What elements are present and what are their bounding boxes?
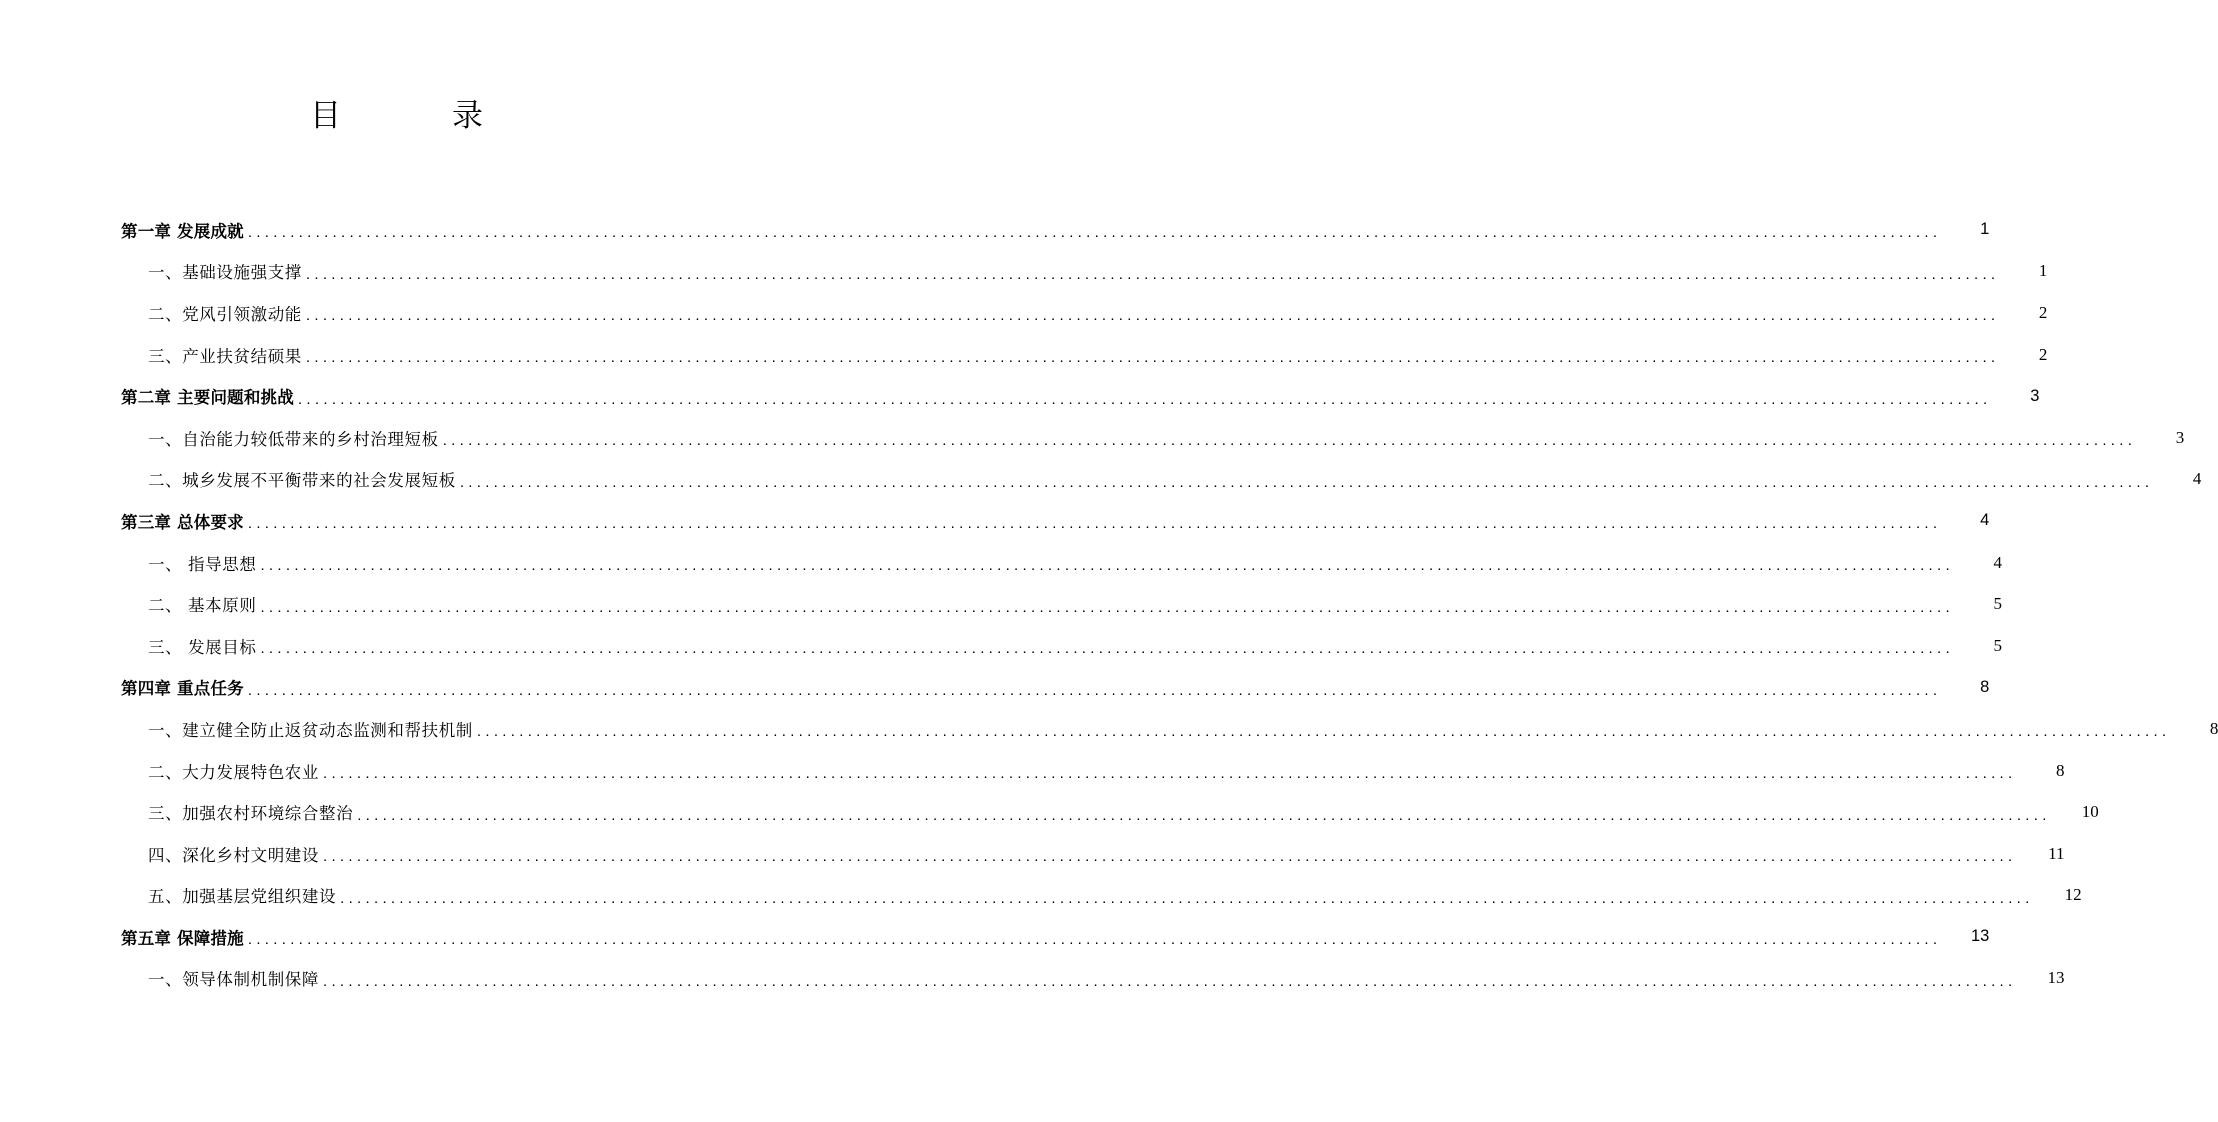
toc-entry-title: 一、 指导思想 — [148, 554, 257, 574]
toc-page-number: 11 — [2048, 843, 2065, 863]
toc-entry-title: 三、 发展目标 — [148, 637, 257, 657]
toc-chapter-entry[interactable] — [0, 667, 1990, 709]
toc-section-entry[interactable] — [0, 583, 2002, 625]
toc-page-number: 8 — [2209, 718, 2218, 738]
toc-entry-title: 二、大力发展特色农业 — [148, 762, 319, 782]
dot-leader: ........................................................................................................................................................................................................ — [476, 723, 2171, 741]
dot-leader: ........................................................................................................................................................................................................ — [305, 349, 2000, 367]
dot-leader: ........................................................................................................................................................................................................ — [442, 432, 2137, 450]
toc-section-entry[interactable] — [0, 625, 2002, 667]
toc-entry-title: 一、自治能力较低带来的乡村治理短板 — [148, 429, 439, 449]
toc-page-number: 2 — [2038, 302, 2048, 322]
toc-entry-title: 三、产业扶贫结硕果 — [148, 346, 302, 366]
toc-page-number: 13 — [1971, 927, 1990, 946]
dot-leader: ........................................................................................................................................................................................................ — [247, 224, 1942, 242]
toc-page-number: 3 — [2175, 427, 2185, 447]
toc-section-entry[interactable] — [0, 459, 2202, 501]
toc-entry-title: 一、领导体制机制保障 — [148, 970, 319, 990]
toc-section-entry[interactable] — [0, 334, 2048, 376]
dot-leader: ........................................................................................................................................................................................................ — [260, 640, 1954, 658]
dot-leader: ........................................................................................................................................................................................................ — [297, 390, 1992, 408]
toc-section-entry[interactable] — [0, 417, 2185, 459]
page-title: 目 录 — [310, 98, 523, 134]
dot-leader: ........................................................................................................................................................................................................ — [459, 473, 2154, 491]
toc-entry-title: 五、加强基层党组织建设 — [148, 887, 337, 907]
toc-page-number: 4 — [2192, 469, 2202, 489]
toc-page-number: 5 — [1993, 594, 2002, 614]
toc-entry-title: 二、城乡发展不平衡带来的社会发展短板 — [148, 471, 456, 491]
dot-leader: ........................................................................................................................................................................................................ — [247, 515, 1942, 533]
toc-section-entry[interactable] — [0, 791, 2099, 833]
toc-section-entry[interactable] — [0, 958, 2065, 1000]
toc-section-entry[interactable] — [0, 750, 2065, 792]
toc-section-entry[interactable] — [0, 708, 2218, 750]
toc-page-number: 1 — [2038, 261, 2048, 281]
toc-section-entry[interactable] — [0, 833, 2065, 875]
toc-entry-title: 一、基础设施强支撑 — [148, 263, 302, 283]
toc-entry-title: 四、深化乡村文明建设 — [148, 845, 319, 865]
toc-entry-title: 第一章 发展成就 — [121, 221, 244, 241]
toc-page-number: 1 — [1980, 220, 1990, 239]
toc-section-entry[interactable] — [0, 292, 2048, 334]
toc-page-number: 8 — [2056, 760, 2065, 780]
toc-page-number: 5 — [1993, 635, 2002, 655]
toc-entry-title: 一、建立健全防止返贫动态监测和帮扶机制 — [148, 720, 473, 740]
toc-entry-title: 第五章 保障措施 — [121, 928, 244, 948]
toc-entry-title: 二、 基本原则 — [148, 596, 257, 616]
dot-leader: ........................................................................................................................................................................................................ — [260, 557, 1954, 575]
table-of-contents — [0, 209, 2218, 999]
dot-leader: ........................................................................................................................................................................................................ — [340, 889, 2034, 907]
dot-leader: ........................................................................................................................................................................................................ — [305, 307, 2000, 325]
toc-page-number: 12 — [2064, 885, 2082, 905]
dot-leader: ........................................................................................................................................................................................................ — [323, 765, 2017, 783]
toc-entry-title: 第二章 主要问题和挑战 — [121, 388, 294, 408]
toc-chapter-entry[interactable] — [0, 209, 1990, 251]
toc-page-number: 8 — [1980, 677, 1990, 696]
toc-chapter-entry[interactable] — [0, 916, 1990, 958]
toc-chapter-entry[interactable] — [0, 375, 2040, 417]
dot-leader: ........................................................................................................................................................................................................ — [247, 681, 1942, 699]
toc-entry-title: 三、加强农村环境综合整治 — [148, 804, 354, 824]
toc-section-entry[interactable] — [0, 251, 2048, 293]
toc-page-number: 4 — [1980, 511, 1990, 530]
toc-section-entry[interactable] — [0, 542, 2002, 584]
dot-leader: ........................................................................................................................................................................................................ — [323, 848, 2017, 866]
toc-page-number: 10 — [2081, 802, 2099, 822]
dot-leader: ........................................................................................................................................................................................................ — [305, 265, 2000, 283]
toc-entry-title: 二、党风引领激动能 — [148, 304, 302, 324]
toc-entry-title: 第四章 重点任务 — [121, 679, 244, 699]
toc-page-number: 2 — [2038, 344, 2048, 364]
dot-leader: ........................................................................................................................................................................................................ — [247, 931, 1942, 949]
dot-leader: ........................................................................................................................................................................................................ — [323, 972, 2017, 990]
toc-section-entry[interactable] — [0, 875, 2082, 917]
dot-leader: ........................................................................................................................................................................................................ — [357, 806, 2051, 824]
toc-entry-title: 第三章 总体要求 — [121, 512, 244, 532]
toc-page-number: 13 — [2047, 968, 2065, 988]
toc-chapter-entry[interactable] — [0, 500, 1990, 542]
toc-page-number: 4 — [1993, 552, 2002, 572]
toc-page-number: 3 — [2030, 386, 2040, 405]
dot-leader: ........................................................................................................................................................................................................ — [260, 598, 1954, 616]
